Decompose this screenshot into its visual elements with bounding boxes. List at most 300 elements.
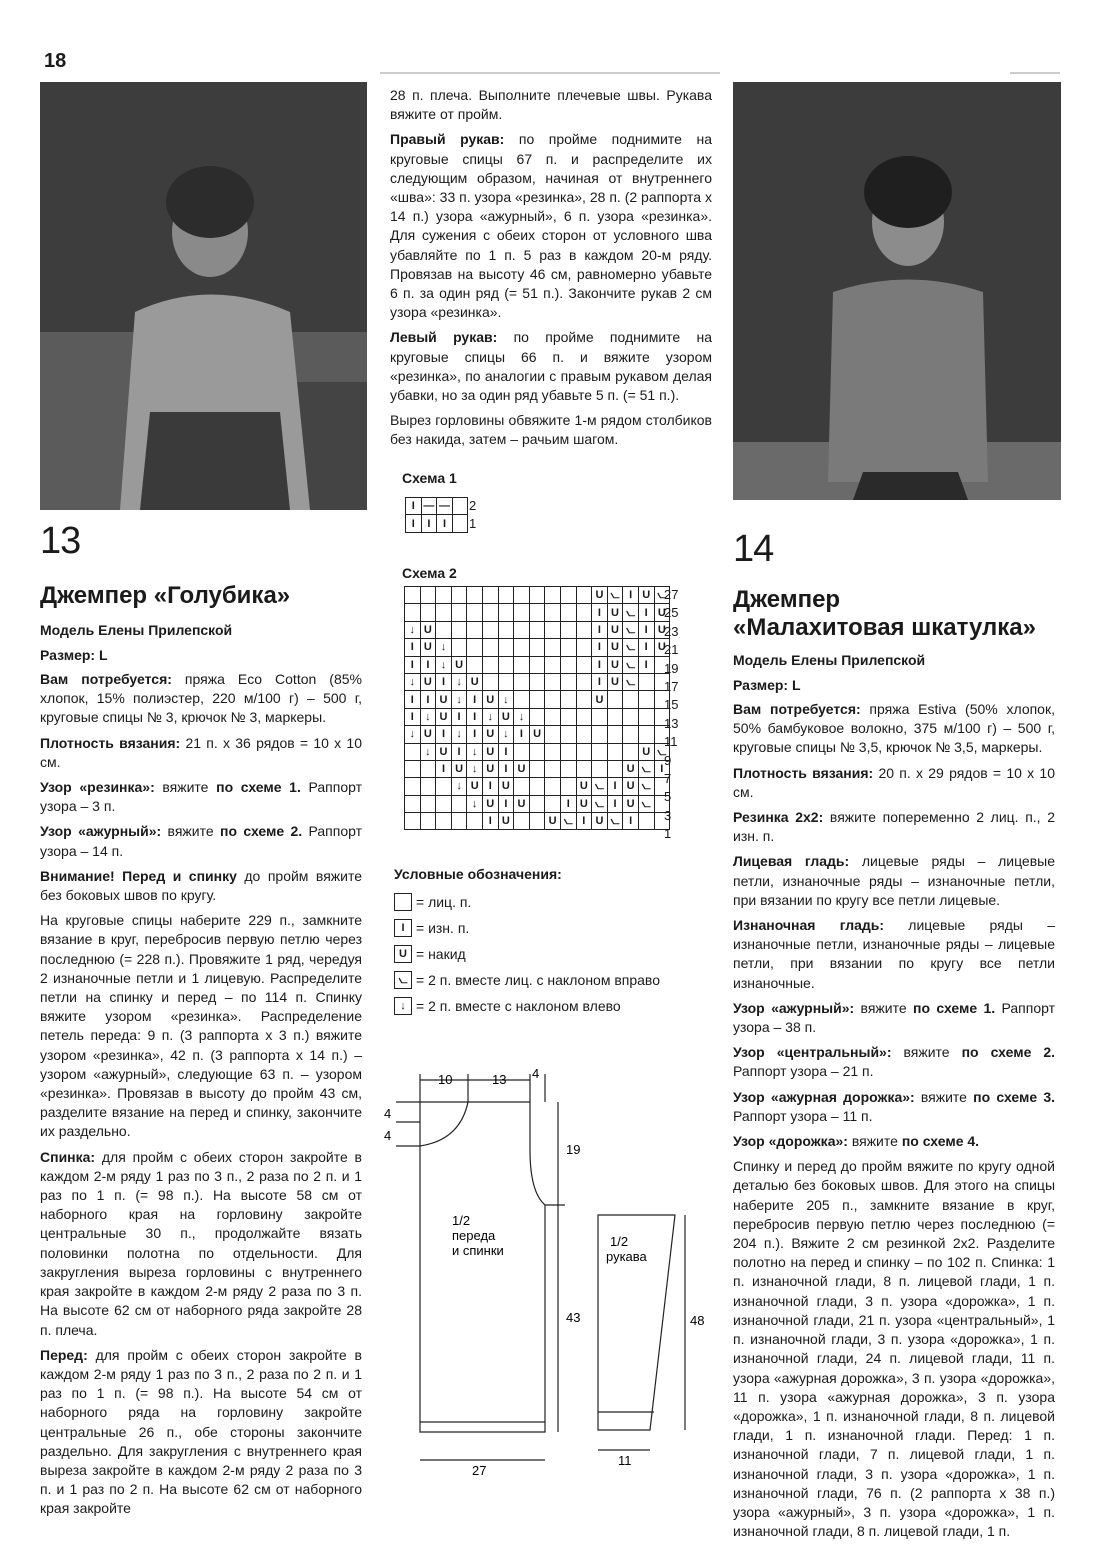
chart-cell [482, 604, 498, 621]
legend-text: = 2 п. вместе лиц. с наклоном вправо [416, 972, 661, 988]
paragraph: На круговые спицы наберите 229 п., замкните вязание в круг, перебросив первую петлю через последнюю (= 228 п.). Провяжите 1 ряд, чередуя 2 изнаночные петли и 1 лицевую. Распределите петли на спинку и перед – по 114 п. Спинку вяжите узором «резинка». Распределение петель переда: 9 п. (3 раппорта х 3 п.) вяжите узором «резинка», 42 п. (3 раппорта х 14 п.) – узором «ажурный», следующие 63 п. – узором «резинка». Провязав в высоту до пройм 43 см, разделите вязание на перед и спинку, закончите их раздельно. [40, 912, 362, 1140]
dim-right-1: 19 [566, 1142, 581, 1157]
legend-item [394, 915, 714, 941]
chart-cell [592, 760, 608, 777]
chart-cell [560, 708, 576, 725]
chart-cell [405, 587, 421, 604]
chart-cell [514, 813, 530, 830]
chart-cell: U [436, 743, 452, 760]
chart-cell: ⦦ [592, 795, 608, 812]
scheme1-row-label: 1 [469, 516, 477, 531]
chart-cell [451, 604, 467, 621]
chart-cell [545, 656, 561, 673]
chart-cell: ⦦ [623, 673, 639, 690]
chart-cell [560, 587, 576, 604]
chart-cell [436, 795, 452, 812]
chart-cell: ↓ [436, 656, 452, 673]
chart-cell [545, 795, 561, 812]
chart-cell [529, 795, 545, 812]
chart-cell: I [482, 778, 498, 795]
chart-cell [545, 639, 561, 656]
paragraph: 28 п. плеча. Выполните плечевые швы. Рукава вяжите от пройм. [390, 87, 712, 123]
chart-cell [529, 604, 545, 621]
scheme1-row-label: 2 [469, 498, 477, 513]
chart-cell [529, 673, 545, 690]
chart-cell [514, 604, 530, 621]
legend-symbol-icon: U [394, 945, 412, 963]
chart-cell [576, 760, 592, 777]
paragraph: Перед: для пройм с обеих сторон закройте в каждом 2-м ряду 1 раз по 3 п., 2 раза по 2 п. и 1 раз по 1 п. (= 98 п.). На высоте 54 см от наборного ряда на горловину закройте центральные 26 п., обе стороны закончите раздельно. Для закругления с внутреннего края выреза закройте в каждом 2-м ряду 2 раза по 3 п. и 1 раз по 2 п. На высоте 62 см от наборного края закройте [40, 1346, 362, 1517]
chart-cell: U [592, 813, 608, 830]
chart-cell: I [654, 760, 670, 777]
body-label-2: переда [452, 1228, 496, 1243]
chart-cell: I [607, 778, 623, 795]
chart-cell: I [467, 691, 483, 708]
chart-cell [560, 778, 576, 795]
chart-cell [451, 813, 467, 830]
chart-cell [560, 743, 576, 760]
chart-cell [560, 726, 576, 743]
chart-cell [529, 639, 545, 656]
scheme1-chart [405, 497, 468, 533]
chart-cell: U [498, 778, 514, 795]
chart-cell: ⦦ [607, 587, 623, 604]
chart-cell: U [482, 743, 498, 760]
legend-item [394, 993, 714, 1019]
chart-cell: U [482, 726, 498, 743]
pattern-title-right: Джемпер «Малахитовая шкатулка» [733, 586, 1036, 641]
chart-cell: I [623, 813, 639, 830]
header-rule-middle [380, 72, 720, 74]
chart-cell: I [592, 656, 608, 673]
chart-cell: U [514, 760, 530, 777]
chart-cell [607, 760, 623, 777]
chart-cell [545, 621, 561, 638]
chart-cell: U [498, 813, 514, 830]
chart-cell: I [405, 639, 421, 656]
pattern-number-13: 13 [40, 520, 81, 562]
chart-cell: U [529, 726, 545, 743]
chart-cell: I [482, 813, 498, 830]
model-photo-right [733, 82, 1061, 500]
chart-cell [405, 743, 421, 760]
chart-cell: ↓ [420, 743, 436, 760]
chart-cell [560, 604, 576, 621]
chart-cell [560, 656, 576, 673]
chart-cell [576, 743, 592, 760]
legend-text: = 2 п. вместе с наклоном влево [416, 998, 621, 1014]
chart-cell [420, 760, 436, 777]
paragraph: Изнаночная гладь: лицевые ряды – изнаночные петли, изнаночные ряды – лицевые петли, при вязании по кругу все петли изнаночные. [733, 917, 1055, 991]
chart-cell: U [436, 691, 452, 708]
chart-cell: U [482, 691, 498, 708]
chart-cell [545, 708, 561, 725]
chart-cell [482, 587, 498, 604]
chart-cell: I [592, 621, 608, 638]
chart-cell [607, 708, 623, 725]
chart-cell: ⦦ [623, 621, 639, 638]
chart-cell [576, 639, 592, 656]
chart-cell [529, 743, 545, 760]
chart-cell [514, 656, 530, 673]
scheme2-row-label: 11 [664, 734, 678, 750]
chart-cell [638, 726, 654, 743]
chart-cell [482, 639, 498, 656]
chart-cell: U [451, 760, 467, 777]
chart-cell [529, 778, 545, 795]
chart-cell [529, 708, 545, 725]
paragraph: Внимание! Перед и спинку до пройм вяжите без боковых швов по кругу. [40, 867, 362, 904]
chart-cell: I [406, 515, 422, 532]
size-right: Размер: L [733, 677, 801, 693]
sleeve-label-1: 1/2 [610, 1234, 629, 1249]
paragraph: Узор «резинка»: вяжите по схеме 1. Раппорт узора – 3 п. [40, 779, 362, 815]
chart-cell [405, 778, 421, 795]
chart-cell: I [405, 691, 421, 708]
scheme2-row-label: 21 [664, 642, 679, 658]
scheme2-row-label: 25 [664, 605, 679, 621]
chart-cell [607, 691, 623, 708]
chart-cell [498, 621, 514, 638]
chart-cell [545, 760, 561, 777]
chart-cell: U [638, 587, 654, 604]
chart-cell: U [576, 795, 592, 812]
chart-cell: ⦦ [638, 778, 654, 795]
chart-cell: ↓ [405, 621, 421, 638]
pattern-diagram [380, 1060, 720, 1480]
chart-cell: U [623, 778, 639, 795]
chart-cell: I [576, 813, 592, 830]
chart-cell: ↓ [467, 795, 483, 812]
paragraph: Узор «центральный»: вяжите по схеме 2. Раппорт узора – 21 п. [733, 1044, 1056, 1080]
chart-cell: U [482, 760, 498, 777]
sleeve-bottom: 11 [618, 1453, 632, 1468]
paragraph: Левый рукав: по пройме поднимите на круговые спицы 66 п. и вяжите узором «резинка», по аналогии с правым рукавом делая убавки, но за один ряд убавьте 5 п. (= 51 п.). [390, 329, 712, 404]
chart-cell: I [623, 587, 639, 604]
sleeve-label-2: рукава [606, 1249, 647, 1264]
chart-cell: U [607, 621, 623, 638]
middle-column-text [390, 86, 712, 456]
chart-cell: ↓ [498, 691, 514, 708]
legend-item [394, 889, 714, 915]
chart-cell [623, 691, 639, 708]
chart-cell [623, 743, 639, 760]
chart-cell: ↓ [514, 708, 530, 725]
chart-cell: I [406, 498, 422, 515]
chart-cell: U [654, 639, 670, 656]
chart-cell: U [545, 813, 561, 830]
chart-cell: — [437, 498, 453, 515]
chart-cell: — [421, 498, 437, 515]
scheme2-chart [404, 586, 670, 830]
chart-cell [529, 621, 545, 638]
chart-cell: U [607, 673, 623, 690]
legend-item [394, 941, 714, 967]
scheme2-title: Схема 2 [402, 565, 457, 581]
chart-cell: I [420, 656, 436, 673]
legend-symbol-icon: I [394, 919, 412, 937]
chart-cell [560, 760, 576, 777]
chart-cell [514, 673, 530, 690]
chart-cell [529, 813, 545, 830]
chart-cell: I [498, 743, 514, 760]
chart-cell [436, 813, 452, 830]
dim-bottom: 27 [472, 1463, 487, 1478]
chart-cell: ↓ [420, 708, 436, 725]
chart-cell [467, 604, 483, 621]
legend-symbol-icon [394, 893, 412, 911]
chart-cell [467, 639, 483, 656]
chart-cell: I [592, 604, 608, 621]
dim-left-2: 4 [384, 1128, 392, 1143]
chart-cell: ↓ [405, 673, 421, 690]
chart-cell [452, 515, 468, 532]
chart-cell [607, 726, 623, 743]
chart-cell [482, 656, 498, 673]
chart-cell: U [592, 691, 608, 708]
chart-cell [514, 587, 530, 604]
chart-cell [529, 656, 545, 673]
chart-cell [560, 639, 576, 656]
chart-cell [405, 813, 421, 830]
chart-cell [529, 760, 545, 777]
chart-cell: ↓ [451, 673, 467, 690]
chart-cell [576, 656, 592, 673]
chart-cell: I [451, 743, 467, 760]
paragraph: Спинка: для пройм с обеих сторон закройте в каждом 2-м ряду 1 раз по 3 п., 2 раза по 2 п. и 1 раз по 1 п. (= 98 п.). На высоте 58 см от наборного края на горловину закройте центральные 30 п., продолжайте вязать половинки полотна по отдельности. Для закругления выреза горловины с внутреннего края закройте в каждом 2-м ряду 2 раза по 3 п. На высоте 62 см от наборного ряда закройте 28 п. плеча. [40, 1148, 362, 1338]
chart-cell: I [405, 708, 421, 725]
chart-cell: I [436, 726, 452, 743]
chart-cell [576, 587, 592, 604]
chart-cell: U [467, 673, 483, 690]
chart-cell: U [498, 708, 514, 725]
chart-cell: U [420, 673, 436, 690]
chart-cell: I [437, 515, 453, 532]
scheme2-row-label: 9 [664, 752, 672, 768]
legend-symbol-icon: ↓ [394, 997, 412, 1015]
chart-cell [638, 673, 654, 690]
chart-cell [592, 708, 608, 725]
chart-cell: U [623, 760, 639, 777]
chart-cell [467, 656, 483, 673]
photo-right-illustration [733, 82, 1061, 500]
chart-cell: ↓ [451, 778, 467, 795]
chart-cell: I [638, 621, 654, 638]
chart-cell: U [623, 795, 639, 812]
legend-text: = изн. п. [416, 920, 470, 936]
pattern-title-left: Джемпер «Голубика» [40, 582, 291, 609]
chart-cell: I [638, 656, 654, 673]
scheme2-row-label: 23 [664, 623, 679, 639]
chart-cell: ⦦ [638, 760, 654, 777]
chart-cell: I [607, 795, 623, 812]
chart-cell [498, 639, 514, 656]
chart-cell [545, 587, 561, 604]
chart-cell [467, 813, 483, 830]
chart-cell [498, 587, 514, 604]
scheme2-row-label: 13 [664, 715, 679, 731]
chart-cell: I [638, 604, 654, 621]
paragraph: Правый рукав: по пройме поднимите на круговые спицы 67 п. и распределите их следующим образом, начиная от внутреннего «шва»: 33 п. узора «резинка», 28 п. (2 раппорта х 14 п.) узора «ажурный», 6 п. узора «резинка». Для сужения с обеих сторон от условного шва убавляйте по 1 п. 5 раз в каждом 20-м ряду. Провязав на высоту 46 см, равномерно убавьте 6 п. за один ряд (= 51 п.). Закончите рукав 2 см узора «резинка». [390, 131, 712, 321]
chart-cell: I [592, 639, 608, 656]
chart-cell [451, 621, 467, 638]
scheme2-row-label: 19 [664, 660, 679, 676]
paragraph: Узор «ажурная дорожка»: вяжите по схеме 3. Раппорт узора – 11 п. [733, 1088, 1055, 1124]
chart-cell [420, 813, 436, 830]
author-left: Модель Елены Прилепской [40, 622, 233, 638]
sleeve-height: 48 [690, 1313, 705, 1328]
size-left: Размер: L [40, 647, 108, 663]
scheme2-row-label: 1 [664, 826, 672, 842]
chart-cell [545, 691, 561, 708]
chart-cell: ↓ [451, 726, 467, 743]
chart-cell [514, 743, 530, 760]
paragraph: Плотность вязания: 20 п. х 29 рядов = 10 х 10 см. [733, 764, 1055, 800]
paragraph: Резинка 2х2: вяжите попеременно 2 лиц. п., 2 изн. п. [733, 809, 1056, 845]
chart-cell: U [654, 621, 670, 638]
chart-cell: ⦦ [592, 778, 608, 795]
scheme1-title: Схема 1 [402, 470, 457, 486]
paragraph: Спинку и перед до пройм вяжите по кругу одной деталью без боковых швов. Для этого на спицы наберите 205 п., замкните вязание в круг, перебросив первую петлю через последнюю (= 204 п.). Вяжите 2 см резинкой 2х2. Разделите полотно на перед и спинку – по 102 п. Спинка: 1 п. изнаночной глади, 8 п. лицевой глади, 1 п. изнаночной глади, 3 п. узора «дорожка», 1 п. изнаночной глади, 21 п. узора «центральный», 1 п. изнаночной глади, 3 п. узора «дорожка», 1 п. изнаночной глади, 24 п. лицевой глади, 11 п. узора «ажурная дорожка», 3 п. узора «дорожка», 11 п. узора «ажурная дорожка», 3 п. узора «дорожка», 1 п. изнаночной глади, 8 п. лицевой глади, 1 п. изнаночной глади. Перед: 1 п. изнаночной глади, 7 п. лицевой глади, 1 п. изнаночной глади, 3 п. узора «дорожка», 1 п. изнаночной глади, 76 п. (2 раппорта х 38 п.) узора «ажурный», 3 п. узора «дорожка», 1 п. изнаночной глади, 8 п. лицевой глади, 1 п. [733, 1158, 1055, 1540]
chart-cell [560, 621, 576, 638]
chart-cell [467, 587, 483, 604]
body-label-1: 1/2 [452, 1213, 471, 1228]
chart-cell [482, 673, 498, 690]
chart-cell [436, 778, 452, 795]
scheme2-row-label: 3 [664, 807, 672, 823]
chart-cell: U [420, 726, 436, 743]
paragraph: Вырез горловины обвяжите 1-м рядом столбиков без накида, затем – рачьим шагом. [390, 412, 712, 448]
scheme2-row-label: 5 [664, 789, 672, 805]
chart-cell [638, 708, 654, 725]
dim-top-3: 4 [532, 1066, 540, 1081]
chart-cell [514, 778, 530, 795]
chart-cell: ⦦ [654, 587, 670, 604]
chart-cell [452, 498, 468, 515]
chart-cell [592, 726, 608, 743]
chart-cell: I [467, 708, 483, 725]
legend [394, 889, 714, 1019]
chart-cell [514, 639, 530, 656]
chart-cell: I [498, 795, 514, 812]
chart-cell [498, 673, 514, 690]
chart-cell [638, 813, 654, 830]
legend-title: Условные обозначения: [394, 866, 562, 882]
chart-cell [607, 743, 623, 760]
chart-cell [592, 743, 608, 760]
chart-cell [420, 587, 436, 604]
model-photo-left [40, 82, 367, 510]
author-right: Модель Елены Прилепской [733, 652, 926, 668]
chart-cell: I [498, 760, 514, 777]
chart-cell [514, 691, 530, 708]
chart-cell [576, 604, 592, 621]
photo-left-illustration [40, 82, 367, 510]
scheme2-row-label: 7 [664, 770, 672, 786]
chart-cell [451, 795, 467, 812]
chart-cell: ↓ [467, 743, 483, 760]
right-column-text [733, 700, 1055, 1547]
page-number: 18 [44, 50, 67, 72]
chart-cell: ↓ [467, 760, 483, 777]
chart-cell: U [467, 778, 483, 795]
chart-cell [498, 656, 514, 673]
chart-cell [436, 621, 452, 638]
legend-item [394, 967, 714, 993]
chart-cell [576, 621, 592, 638]
chart-cell: ↓ [451, 691, 467, 708]
chart-cell [576, 726, 592, 743]
chart-cell: I [436, 760, 452, 777]
chart-cell [514, 621, 530, 638]
chart-cell: U [607, 639, 623, 656]
chart-cell [498, 604, 514, 621]
paragraph: Плотность вязания: 21 п. х 36 рядов = 10 х 10 см. [40, 734, 362, 770]
chart-cell: U [436, 708, 452, 725]
chart-cell: I [420, 691, 436, 708]
paragraph: Узор «ажурный»: вяжите по схеме 1. Раппорт узора – 38 п. [733, 999, 1056, 1036]
chart-cell [545, 778, 561, 795]
chart-cell: ⦦ [623, 639, 639, 656]
chart-cell: I [638, 639, 654, 656]
chart-cell [436, 587, 452, 604]
chart-cell: I [436, 673, 452, 690]
chart-cell: I [405, 656, 421, 673]
chart-cell: U [592, 587, 608, 604]
chart-cell [436, 604, 452, 621]
chart-cell [623, 708, 639, 725]
chart-cell [545, 673, 561, 690]
left-column-text [40, 670, 362, 1525]
chart-cell: ⦦ [607, 813, 623, 830]
chart-cell: ↓ [436, 639, 452, 656]
legend-symbol-icon: ⦦ [394, 971, 412, 989]
chart-cell: U [607, 656, 623, 673]
chart-cell [638, 691, 654, 708]
chart-cell: U [482, 795, 498, 812]
chart-cell [405, 795, 421, 812]
paragraph: Узор «ажурный»: вяжите по схеме 2. Раппорт узора – 14 п. [40, 823, 363, 859]
chart-cell: I [514, 726, 530, 743]
chart-cell [560, 673, 576, 690]
chart-cell: U [654, 604, 670, 621]
chart-cell: ⦦ [654, 743, 670, 760]
chart-cell [545, 604, 561, 621]
chart-cell [576, 691, 592, 708]
legend-text: = накид [416, 946, 466, 962]
chart-cell: I [451, 708, 467, 725]
chart-cell [405, 760, 421, 777]
chart-cell [420, 795, 436, 812]
chart-cell [576, 708, 592, 725]
chart-cell: U [607, 604, 623, 621]
chart-cell: U [420, 621, 436, 638]
chart-cell: I [421, 515, 437, 532]
chart-cell: U [420, 639, 436, 656]
legend-text: = лиц. п. [416, 894, 472, 910]
chart-cell: I [560, 795, 576, 812]
paragraph: Узор «дорожка»: вяжите по схеме 4. [733, 1133, 980, 1150]
body-label-3: и спинки [452, 1243, 504, 1258]
chart-cell [451, 639, 467, 656]
chart-cell [560, 691, 576, 708]
chart-cell [420, 604, 436, 621]
paragraph: Вам потребуется: пряжа Estiva (50% хлопок, 50% бамбуковое волокно, 375 м/100 г) – 500 г, круговые спицы № 3,5, крючок № 3,5, маркеры. [733, 701, 1055, 756]
chart-cell [529, 587, 545, 604]
chart-cell: ⦦ [623, 656, 639, 673]
dim-top-2: 13 [492, 1072, 507, 1087]
scheme2-row-label: 17 [664, 678, 679, 694]
